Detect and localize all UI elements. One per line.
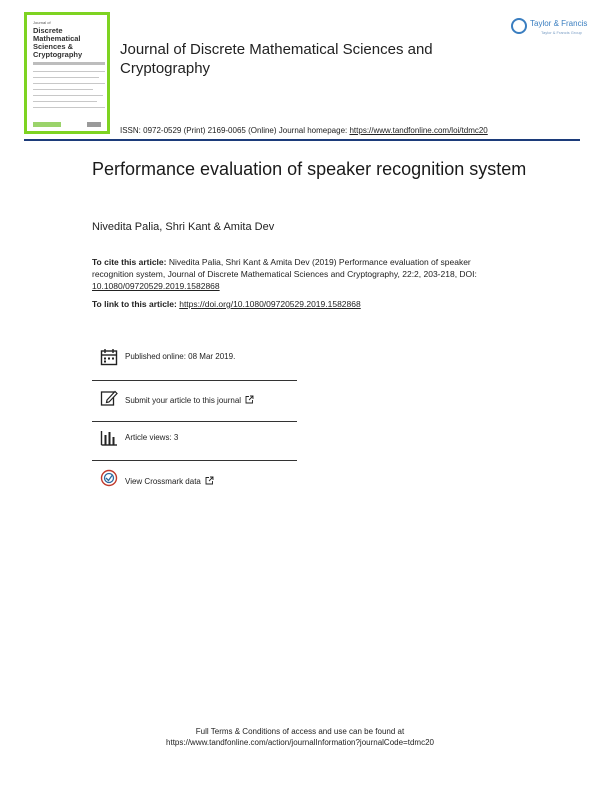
bar-chart-icon [100,429,118,447]
journal-title[interactable]: Journal of Discrete Mathematical Sciences and Cryptography [120,41,433,77]
journal-cover-thumbnail [24,12,110,134]
cover-line [33,83,105,84]
cover-line [33,77,99,78]
cite-label: To cite this article: [92,257,167,267]
footer [0,726,600,748]
published-row [100,348,297,368]
crossmark-row[interactable] [100,469,297,491]
cover-title: Discrete Mathematical Sciences & Cryptography [33,26,83,59]
issn-line [120,126,488,135]
submit-article-link[interactable] [125,395,254,405]
link-line [92,299,361,309]
cite-doi-link[interactable]: 10.1080/09720529.2019.1582868 [92,281,220,291]
cover-bar [33,62,105,65]
link-label: To link to this article: [92,299,180,309]
cover-line [33,95,103,96]
published-date: Published online: 08 Mar 2019. [125,352,236,361]
external-link-icon [245,395,254,404]
divider [92,380,297,381]
edit-icon [100,389,118,407]
cite-text: Nivedita Palia, Shri Kant & Amita Dev (2019) Performance evaluation of speaker recognition system, Journal of Discrete Mathematical Sciences and Cryptography, 22:2, 203-218, DOI: [92,257,477,279]
submit-article-label: Submit your article to this journal [125,396,242,405]
publisher-logo-subtext: Taylor & Francis Group [541,30,582,35]
crossmark-link[interactable] [125,476,214,486]
cover-line [33,89,93,90]
header-rule [24,139,580,141]
publisher-logo-icon [511,18,527,34]
divider [92,421,297,422]
publisher-logo[interactable] [511,17,586,41]
footer-terms-link[interactable]: https://www.tandfonline.com/action/journalInformation?journalCode=tdmc20 [166,738,434,747]
publisher-logo-text: Taylor & Francis [530,19,588,28]
views-row [100,429,297,449]
article-views: Article views: 3 [125,433,179,442]
cover-line [33,71,105,72]
cover-line [33,107,105,108]
journal-homepage-link[interactable]: https://www.tandfonline.com/loi/tdmc20 [349,126,488,135]
footer-terms-text: Full Terms & Conditions of access and use can be found at [195,727,405,736]
authors: Nivedita Palia, Shri Kant & Amita Dev [92,221,275,233]
article-doi-link[interactable]: https://doi.org/10.1080/09720529.2019.1582868 [179,299,361,309]
article-title: Performance evaluation of speaker recognition system [92,159,527,179]
calendar-icon [100,348,118,366]
cover-small-text: Journal of [33,20,51,25]
citation-block [92,256,512,292]
crossmark-icon [100,469,118,487]
submit-row[interactable] [100,389,297,409]
cover-barcode [87,122,101,127]
external-link-icon [205,476,214,485]
cover-publisher-logo [33,122,61,127]
cover-line [33,101,97,102]
divider [92,460,297,461]
crossmark-label: View Crossmark data [125,477,201,486]
issn-text: ISSN: 0972-0529 (Print) 2169-0065 (Online) Journal homepage: [120,126,350,135]
